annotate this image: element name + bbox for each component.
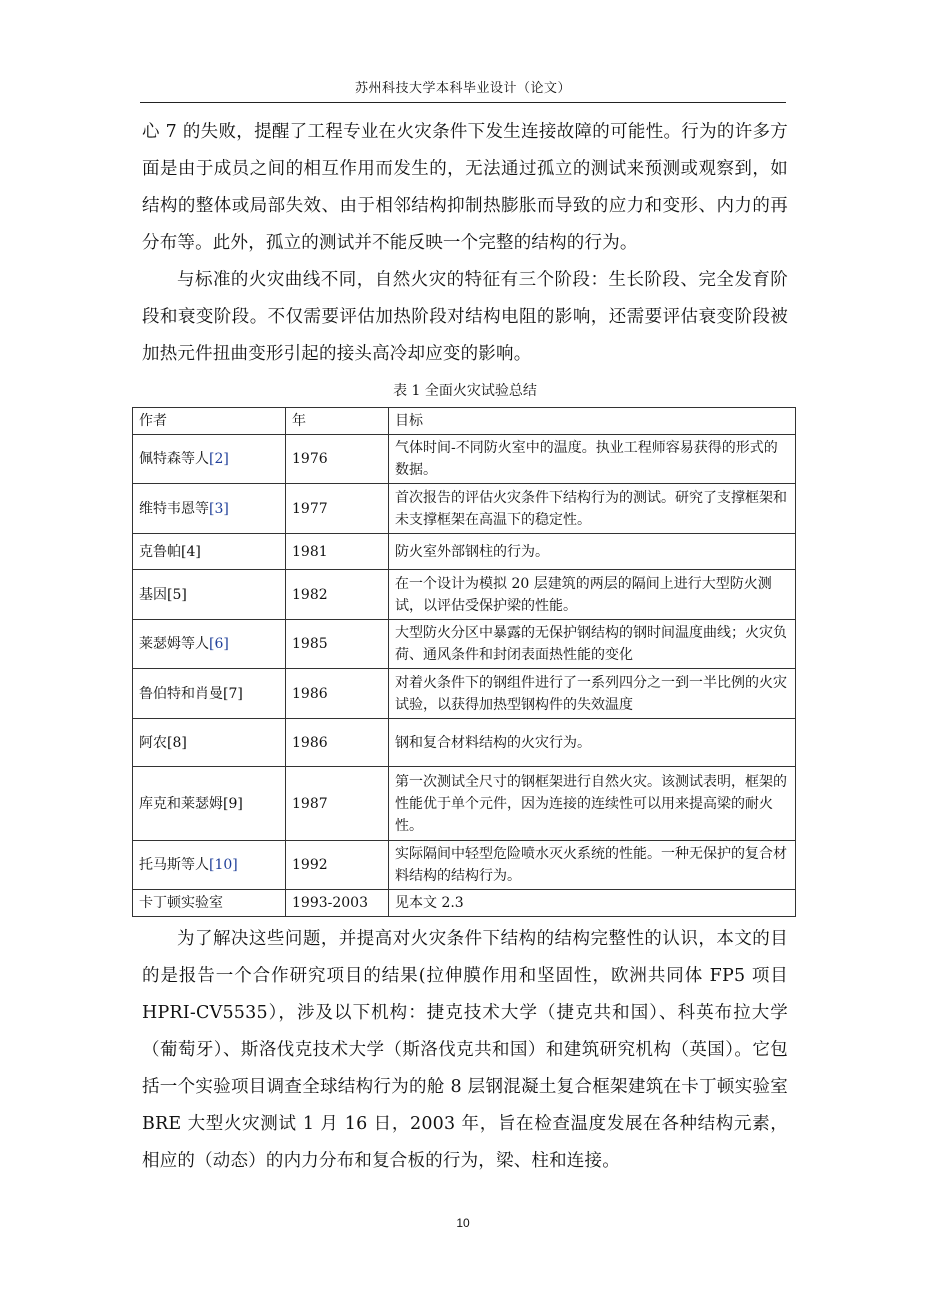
cell-author: 库克和莱瑟姆[9] <box>133 767 286 841</box>
cell-author: 佩特森等人[2] <box>133 435 286 484</box>
paragraph-1: 心 7 的失败，提醒了工程专业在火灾条件下发生连接故障的可能性。行为的许多方面是由于成员之间的相互作用而发生的，无法通过孤立的测试来预测或观察到，如结构的整体或局部失效、由于相邻结构抑制热膨胀而导致的应力和变形、内力的再分布等。此外，孤立的测试并不能反映一个完整的结构的行为。 <box>142 122 788 253</box>
page-number: 10 <box>456 1216 470 1230</box>
cell-author: 卡丁顿实验室 <box>133 890 286 917</box>
table-row <box>133 719 796 767</box>
cell-year: 1992 <box>286 841 389 890</box>
reference-link[interactable]: [10] <box>209 857 238 873</box>
cell-target: 首次报告的评估火灾条件下结构行为的测试。研究了支撑框架和未支撑框架在高温下的稳定性。 <box>389 484 796 534</box>
table-row <box>133 890 796 917</box>
table-row <box>133 767 796 841</box>
table-row <box>133 841 796 890</box>
table-caption: 表 1 全面火灾试验总结 <box>393 383 537 399</box>
reference-link[interactable]: [6] <box>209 636 229 652</box>
header-target: 目标 <box>389 408 796 435</box>
table-row <box>133 620 796 669</box>
table-row <box>133 484 796 534</box>
cell-target: 对着火条件下的钢组件进行了一系列四分之一到一半比例的火灾试验，以获得加热型钢构件的失效温度 <box>389 669 796 719</box>
cell-year: 1986 <box>286 669 389 719</box>
cell-author: 维特韦恩等[3] <box>133 484 286 534</box>
paragraph-2: 与标准的火灾曲线不同，自然火灾的特征有三个阶段：生长阶段、完全发育阶段和衰变阶段。不仅需要评估加热阶段对结构电阻的影响，还需要评估衰变阶段被加热元件扭曲变形引起的接头高冷却应变的影响。 <box>142 270 788 364</box>
fire-tests-table <box>132 407 796 917</box>
table-row <box>133 570 796 620</box>
cell-year: 1986 <box>286 719 389 767</box>
cell-year: 1976 <box>286 435 389 484</box>
cell-year: 1977 <box>286 484 389 534</box>
cell-target: 大型防火分区中暴露的无保护钢结构的钢时间温度曲线；火灾负荷、通风条件和封闭表面热性能的变化 <box>389 620 796 669</box>
cell-author: 鲁伯特和肖曼[7] <box>133 669 286 719</box>
cell-year: 1993-2003 <box>286 890 389 917</box>
cell-author: 克鲁帕[4] <box>133 534 286 570</box>
table-row <box>133 534 796 570</box>
paragraph-3: 为了解决这些问题，并提高对火灾条件下结构的结构完整性的认识，本文的目的是报告一个合作研究项目的结果(拉伸膜作用和坚固性，欧洲共同体 FP5 项目 HPRI-CV5535），涉及以下机构：捷克技术大学（捷克共和国）、科英布拉大学（葡萄牙）、斯洛伐克技术大学（斯洛伐克共和国）和建筑研究机构（英国）。它包括一个实验项目调查全球结构行为的舱 8 层钢混凝土复合框架建筑在卡丁顿实验室 BRE 大型火灾测试 1 月 16 日，2003 年，旨在检查温度发展在各种结构元素，相应的（动态）的内力分布和复合板的行为，梁、柱和连接。 <box>142 929 788 1171</box>
table-row <box>133 435 796 484</box>
cell-target: 防火室外部钢柱的行为。 <box>389 534 796 570</box>
cell-author: 基因[5] <box>133 570 286 620</box>
header-author: 作者 <box>133 408 286 435</box>
cell-target: 实际隔间中轻型危险喷水灭火系统的性能。一种无保护的复合材料结构的结构行为。 <box>389 841 796 890</box>
cell-target: 钢和复合材料结构的火灾行为。 <box>389 719 796 767</box>
reference-link[interactable]: [3] <box>209 500 229 517</box>
cell-author: 阿农[8] <box>133 719 286 767</box>
table-header-row <box>133 408 796 435</box>
cell-target: 气体时间-不同防火室中的温度。执业工程师容易获得的形式的数据。 <box>389 435 796 484</box>
page-header <box>140 80 786 103</box>
table-row <box>133 669 796 719</box>
cell-year: 1981 <box>286 534 389 570</box>
cell-target: 第一次测试全尺寸的钢框架进行自然火灾。该测试表明，框架的性能优于单个元件，因为连接的连续性可以用来提高梁的耐火性。 <box>389 767 796 841</box>
cell-target: 在一个设计为模拟 20 层建筑的两层的隔间上进行大型防火测试，以评估受保护梁的性能。 <box>389 570 796 620</box>
cell-year: 1982 <box>286 570 389 620</box>
cell-author: 托马斯等人[10] <box>133 841 286 890</box>
cell-year: 1987 <box>286 767 389 841</box>
cell-author: 莱瑟姆等人[6] <box>133 620 286 669</box>
header-title: 苏州科技大学本科毕业设计（论文） <box>354 81 571 96</box>
cell-target: 见本文 2.3 <box>389 890 796 917</box>
reference-link[interactable]: [2] <box>209 451 229 467</box>
header-year: 年 <box>286 408 389 435</box>
page-content <box>139 114 788 1180</box>
cell-year: 1985 <box>286 620 389 669</box>
